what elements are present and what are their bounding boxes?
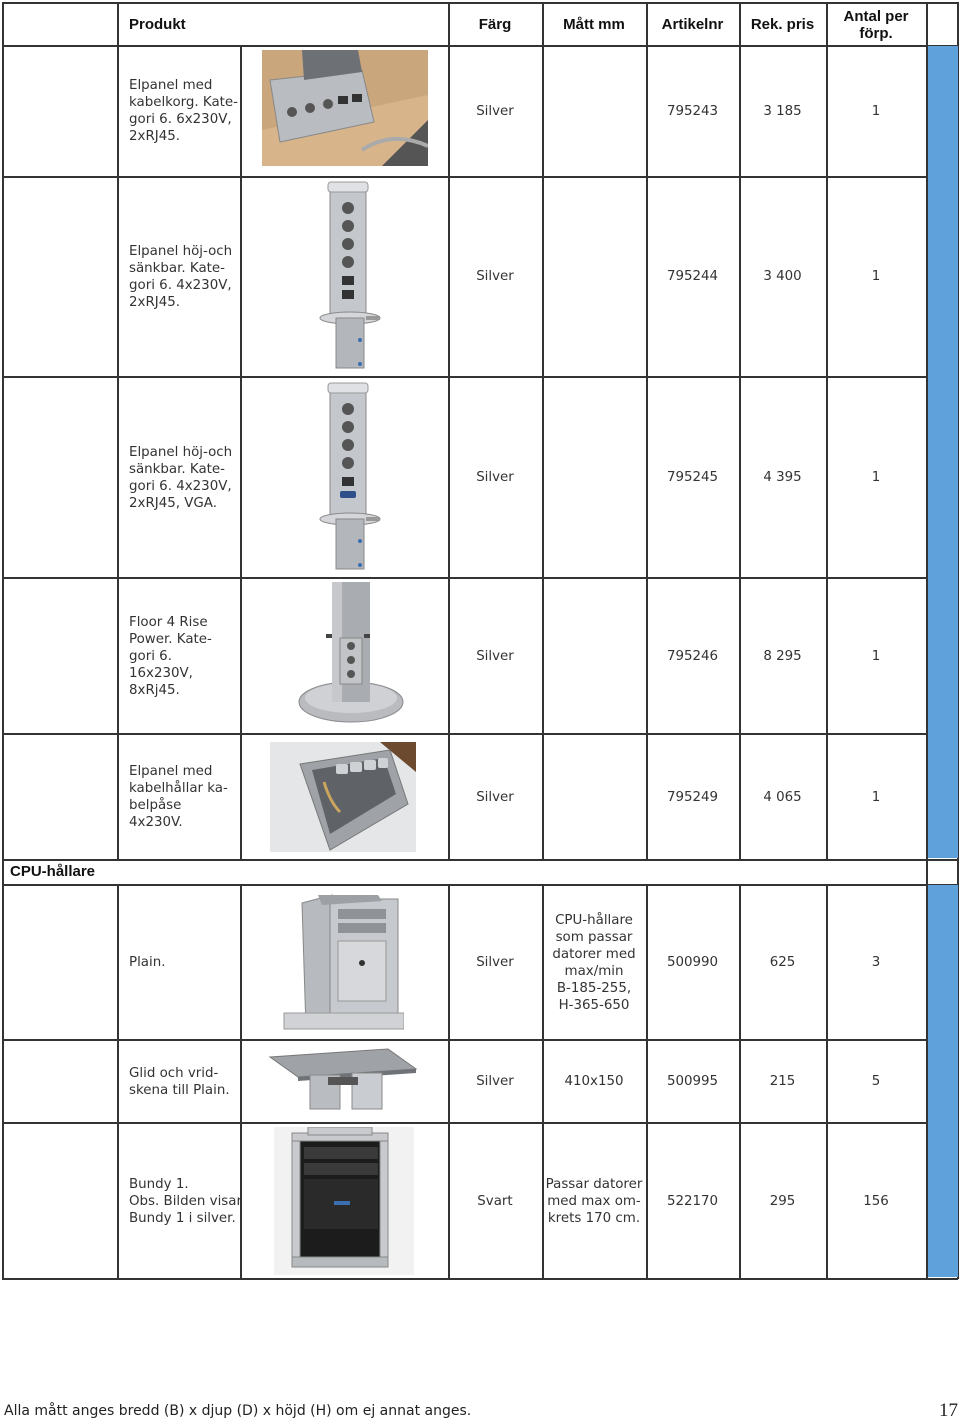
row-4-farg: Silver	[476, 789, 514, 805]
row-4-pris: 4 065	[763, 789, 802, 805]
slide-swivel-rail-image	[268, 1047, 418, 1111]
row-3-produkt: Floor 4 Rise Power. Kate- gori 6. 16x230V, 8xRj45.	[129, 614, 212, 698]
pop-up-power-tower-image	[316, 180, 386, 372]
row-0-antal: 1	[871, 103, 881, 119]
flip-up-desk-power-panel-image	[262, 50, 428, 166]
row-7-farg: Svart	[477, 1193, 513, 1209]
row-7-antal: 156	[863, 1193, 889, 1209]
row-1-produkt: Elpanel höj-och sänkbar. Kate- gori 6. 4x230V, 2xRJ45.	[129, 243, 233, 310]
row-0-farg: Silver	[476, 103, 514, 119]
row-0-artikelnr: 795243	[666, 103, 719, 119]
row-1-pris: 3 400	[763, 269, 802, 284]
row-7-matt: Passar datorer med max om- krets 170 cm.	[545, 1176, 643, 1226]
row-4-antal: 1	[871, 789, 881, 805]
row-7-artikelnr: 522170	[666, 1193, 719, 1209]
header-farg: Färg	[478, 16, 512, 33]
row-1-antal: 1	[871, 269, 881, 284]
row-0-pris: 3 185	[763, 103, 802, 119]
header-produkt: Produkt	[129, 16, 186, 33]
pop-up-power-tower-vga-image	[316, 381, 386, 573]
row-6-antal: 5	[871, 1074, 881, 1089]
row-5-pris: 625	[769, 955, 796, 970]
row-7-produkt: Bundy 1. Obs. Bilden visar Bundy 1 i silver.	[129, 1176, 242, 1226]
page-number: 17	[939, 1400, 958, 1421]
row-5-farg: Silver	[476, 955, 514, 970]
header-matt: Mått mm	[563, 16, 625, 33]
row-3-farg: Silver	[476, 648, 514, 664]
desk-cable-tray-panel-image	[270, 742, 416, 852]
header-antal: Antal per förp.	[843, 8, 909, 42]
cpu-holder-bundy-image	[274, 1127, 414, 1275]
floor-power-column-image	[296, 582, 406, 726]
accent-bar-top	[928, 46, 958, 858]
row-6-produkt: Glid och vrid- skena till Plain.	[129, 1065, 230, 1098]
row-5-antal: 3	[871, 955, 881, 970]
row-7-pris: 295	[769, 1193, 796, 1209]
row-5-matt: CPU-hållare som passar datorer med max/min B-185-255, H-365-650	[552, 912, 636, 1013]
accent-bar-bottom	[928, 885, 958, 1277]
row-2-artikelnr: 795245	[666, 470, 719, 485]
row-4-artikelnr: 795249	[666, 789, 719, 805]
row-1-artikelnr: 795244	[666, 269, 719, 284]
row-1-farg: Silver	[476, 269, 514, 284]
row-6-artikelnr: 500995	[666, 1074, 719, 1089]
row-3-antal: 1	[871, 648, 881, 664]
row-2-produkt: Elpanel höj-och sänkbar. Kate- gori 6. 4x230V, 2xRJ45, VGA.	[129, 444, 233, 511]
row-3-artikelnr: 795246	[666, 648, 719, 664]
row-4-produkt: Elpanel med kabelhållar ka- belpåse 4x230V.	[129, 764, 228, 830]
row-2-antal: 1	[871, 470, 881, 485]
row-2-pris: 4 395	[763, 470, 802, 485]
section-cpu-hallare: CPU-hållare	[10, 863, 96, 880]
cpu-holder-plain-image	[282, 893, 404, 1031]
row-6-matt: 410x150	[564, 1074, 624, 1089]
row-6-pris: 215	[769, 1074, 796, 1089]
row-0-produkt: Elpanel med kabelkorg. Kate- gori 6. 6x230V, 2xRJ45.	[129, 78, 239, 144]
header-pris: Rek. pris	[750, 16, 815, 33]
row-2-farg: Silver	[476, 470, 514, 485]
header-artikelnr: Artikelnr	[661, 16, 724, 33]
row-5-produkt: Plain.	[129, 955, 166, 970]
row-3-pris: 8 295	[763, 648, 802, 664]
footer-note: Alla mått anges bredd (B) x djup (D) x höjd (H) om ej annat anges.	[4, 1403, 472, 1419]
row-5-artikelnr: 500990	[666, 955, 719, 970]
row-6-farg: Silver	[476, 1074, 514, 1089]
